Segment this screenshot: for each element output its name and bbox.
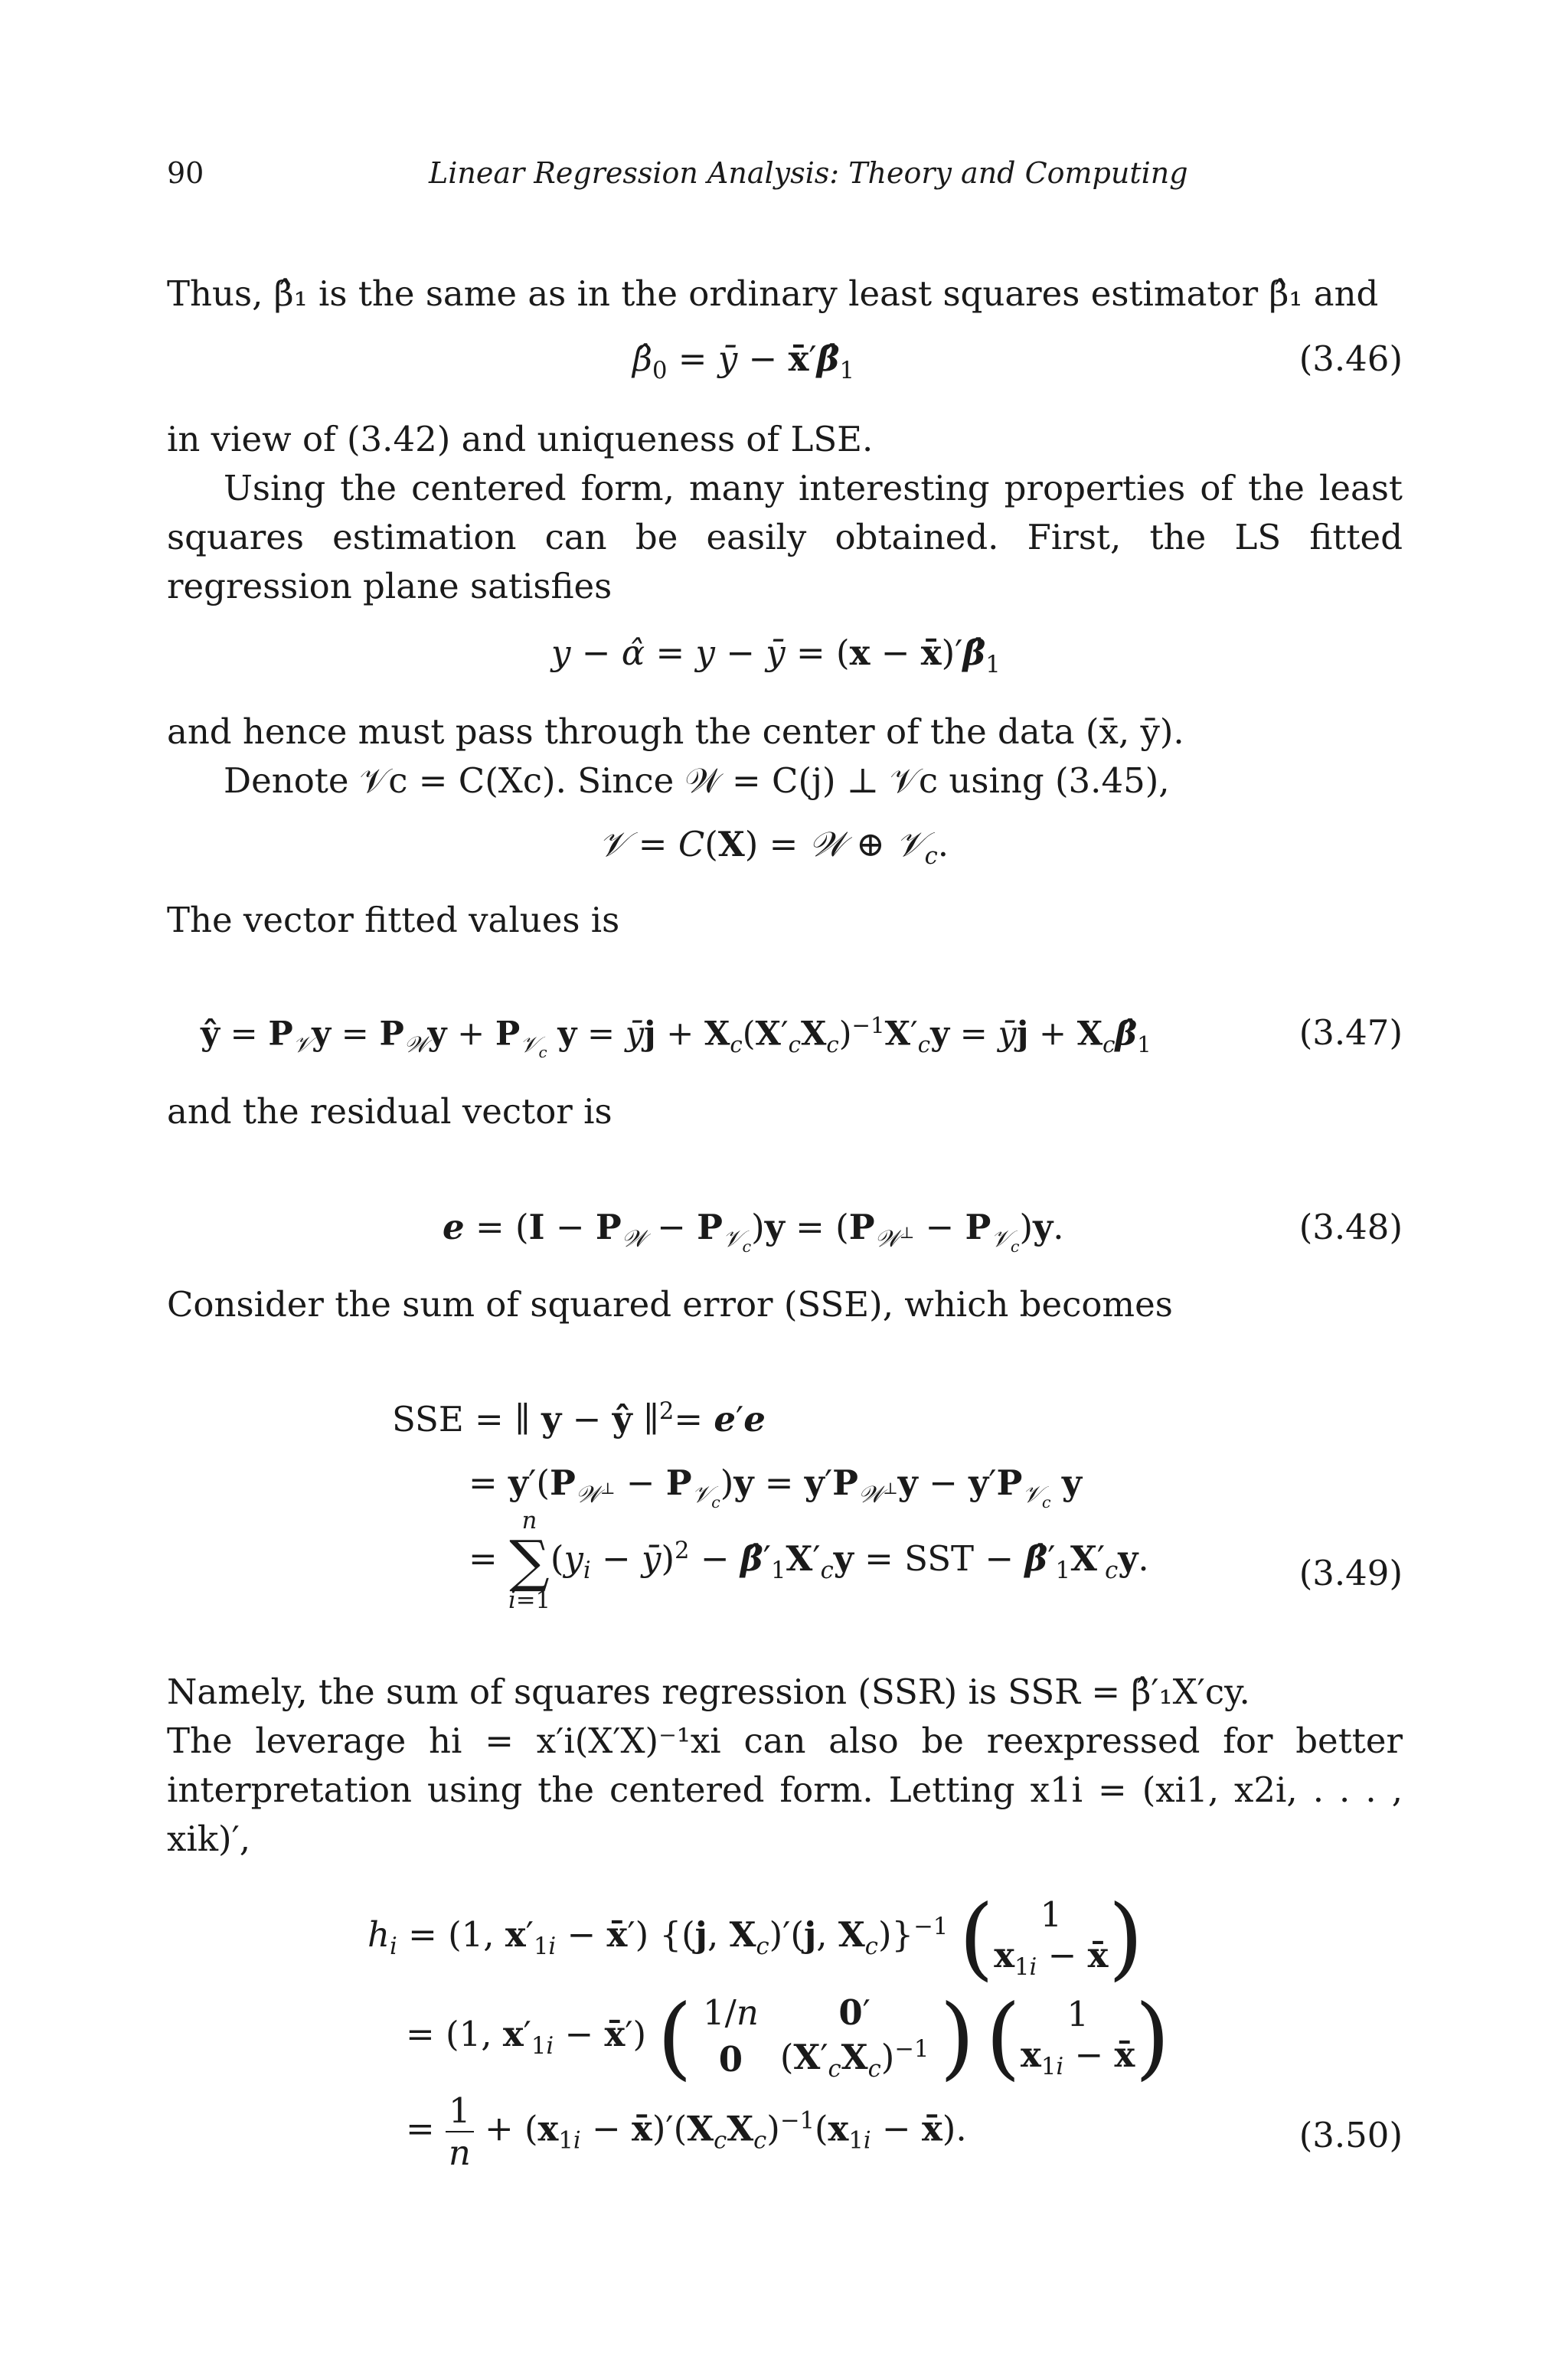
equation-3-49-line-1: SSE = ∥ y − ŷ ∥$^2$= e′e xyxy=(392,1398,766,1440)
paragraph-ssr: Namely, the sum of squares regression (SSR) is SSR = β̂′₁X′cy. xyxy=(167,1672,1250,1712)
equation-3-50-line-3: = $\frac{1}{n}$ + ($x_{1i}$ − $x̄)'(X_cX_c)^{-1}(x_{1i}$ − x̄). xyxy=(406,2090,967,2173)
equation-direct-sum: 𝒱 = C(X) = 𝒲 ⊕ 𝒱$_c$. xyxy=(599,824,949,870)
equation-3-47: ŷ = $P_𝒱y = P_𝒲y + P_{𝒱_c}$ y = ȳj + $X_c(X'_cX_c)^{-1}X'_cy$ = ȳj + $X_c\betâ_1$ xyxy=(201,1012,1152,1061)
paragraph-centered-form: Using the centered form, many interesting properties of the least squares estimation can be easily obtained. First, the LS fitted regression plane satisfies xyxy=(167,468,1403,606)
equation-3-49-line-3: = n ∑ $i=1(y_i$ − ȳ)$^2$ − $\betâ'_1X'_cy$ = SST − $\betâ'_1X'_cy$. xyxy=(469,1508,1149,1615)
paragraph-vector-fitted: The vector fitted values is xyxy=(167,900,620,940)
equation-fitted-plane: y − α̂ = y − ȳ = $(x - x̄)'\betâ_1$ xyxy=(551,632,1001,678)
equation-3-50-line-1: $h_i = (1$, $x'_{1i}$ − x̄′) {(j, $X_c)'(j$, $X_c)\}^{-1}$ ( 1 $x_{1i}$ − x̄ ) xyxy=(368,1885,1144,1990)
running-title: Linear Regression Analysis: Theory and Computing xyxy=(429,156,1188,190)
page-number: 90 xyxy=(167,156,204,190)
equation-3-46: $\betâ_0$ = ȳ − $x̄'\betâ_1$ xyxy=(632,338,854,384)
paragraph-leverage: The leverage hi = x′i(X′X)⁻¹xi can also be reexpressed for better interpretation using the centered form. Letting x1i = (xi1, x2i, . . . , xik)′, xyxy=(167,1721,1403,1859)
equation-number-3-46: (3.46) xyxy=(1298,338,1403,379)
paragraph-residual: and the residual vector is xyxy=(167,1091,612,1132)
equation-number-3-47: (3.47) xyxy=(1298,1012,1403,1053)
equation-number-3-50: (3.50) xyxy=(1298,2115,1403,2155)
paragraph-in-view: in view of (3.42) and uniqueness of LSE. xyxy=(167,419,874,459)
equation-number-3-49: (3.49) xyxy=(1298,1553,1403,1593)
paragraph-center-of-data: and hence must pass through the center of the data (x̄, ȳ). xyxy=(167,711,1184,752)
equation-3-48: $e = (I - P_𝒲 - P_{𝒱_c})y = (P_{𝒲^\perp} - P_{𝒱_c})y$. xyxy=(443,1207,1064,1257)
equation-number-3-48: (3.48) xyxy=(1298,1207,1403,1247)
equation-3-50-line-2: = (1, $x'_{1i}$ − x̄′) ( 1/n 0′ 0 $(X'_cX_c)^{-1}$ ) ( 1 $x_{1i}$ − x̄ ) xyxy=(406,1985,1170,2090)
paragraph-sse: Consider the sum of squared error (SSE), which becomes xyxy=(167,1284,1173,1325)
paragraph-denote: Denote 𝒱c = C(Xc). Since 𝒲 = C(j) ⊥ 𝒱c using (3.45), xyxy=(224,760,1170,801)
paragraph-thus: Thus, β̂₁ is the same as in the ordinary least squares estimator β̂₁ and xyxy=(167,273,1379,314)
equation-3-49-line-2: = $y'(P_{𝒲^\perp} - P_{𝒱_c})y = y'P_{𝒲^\perp}y - y'P_{𝒱_c}$ y xyxy=(469,1462,1082,1512)
